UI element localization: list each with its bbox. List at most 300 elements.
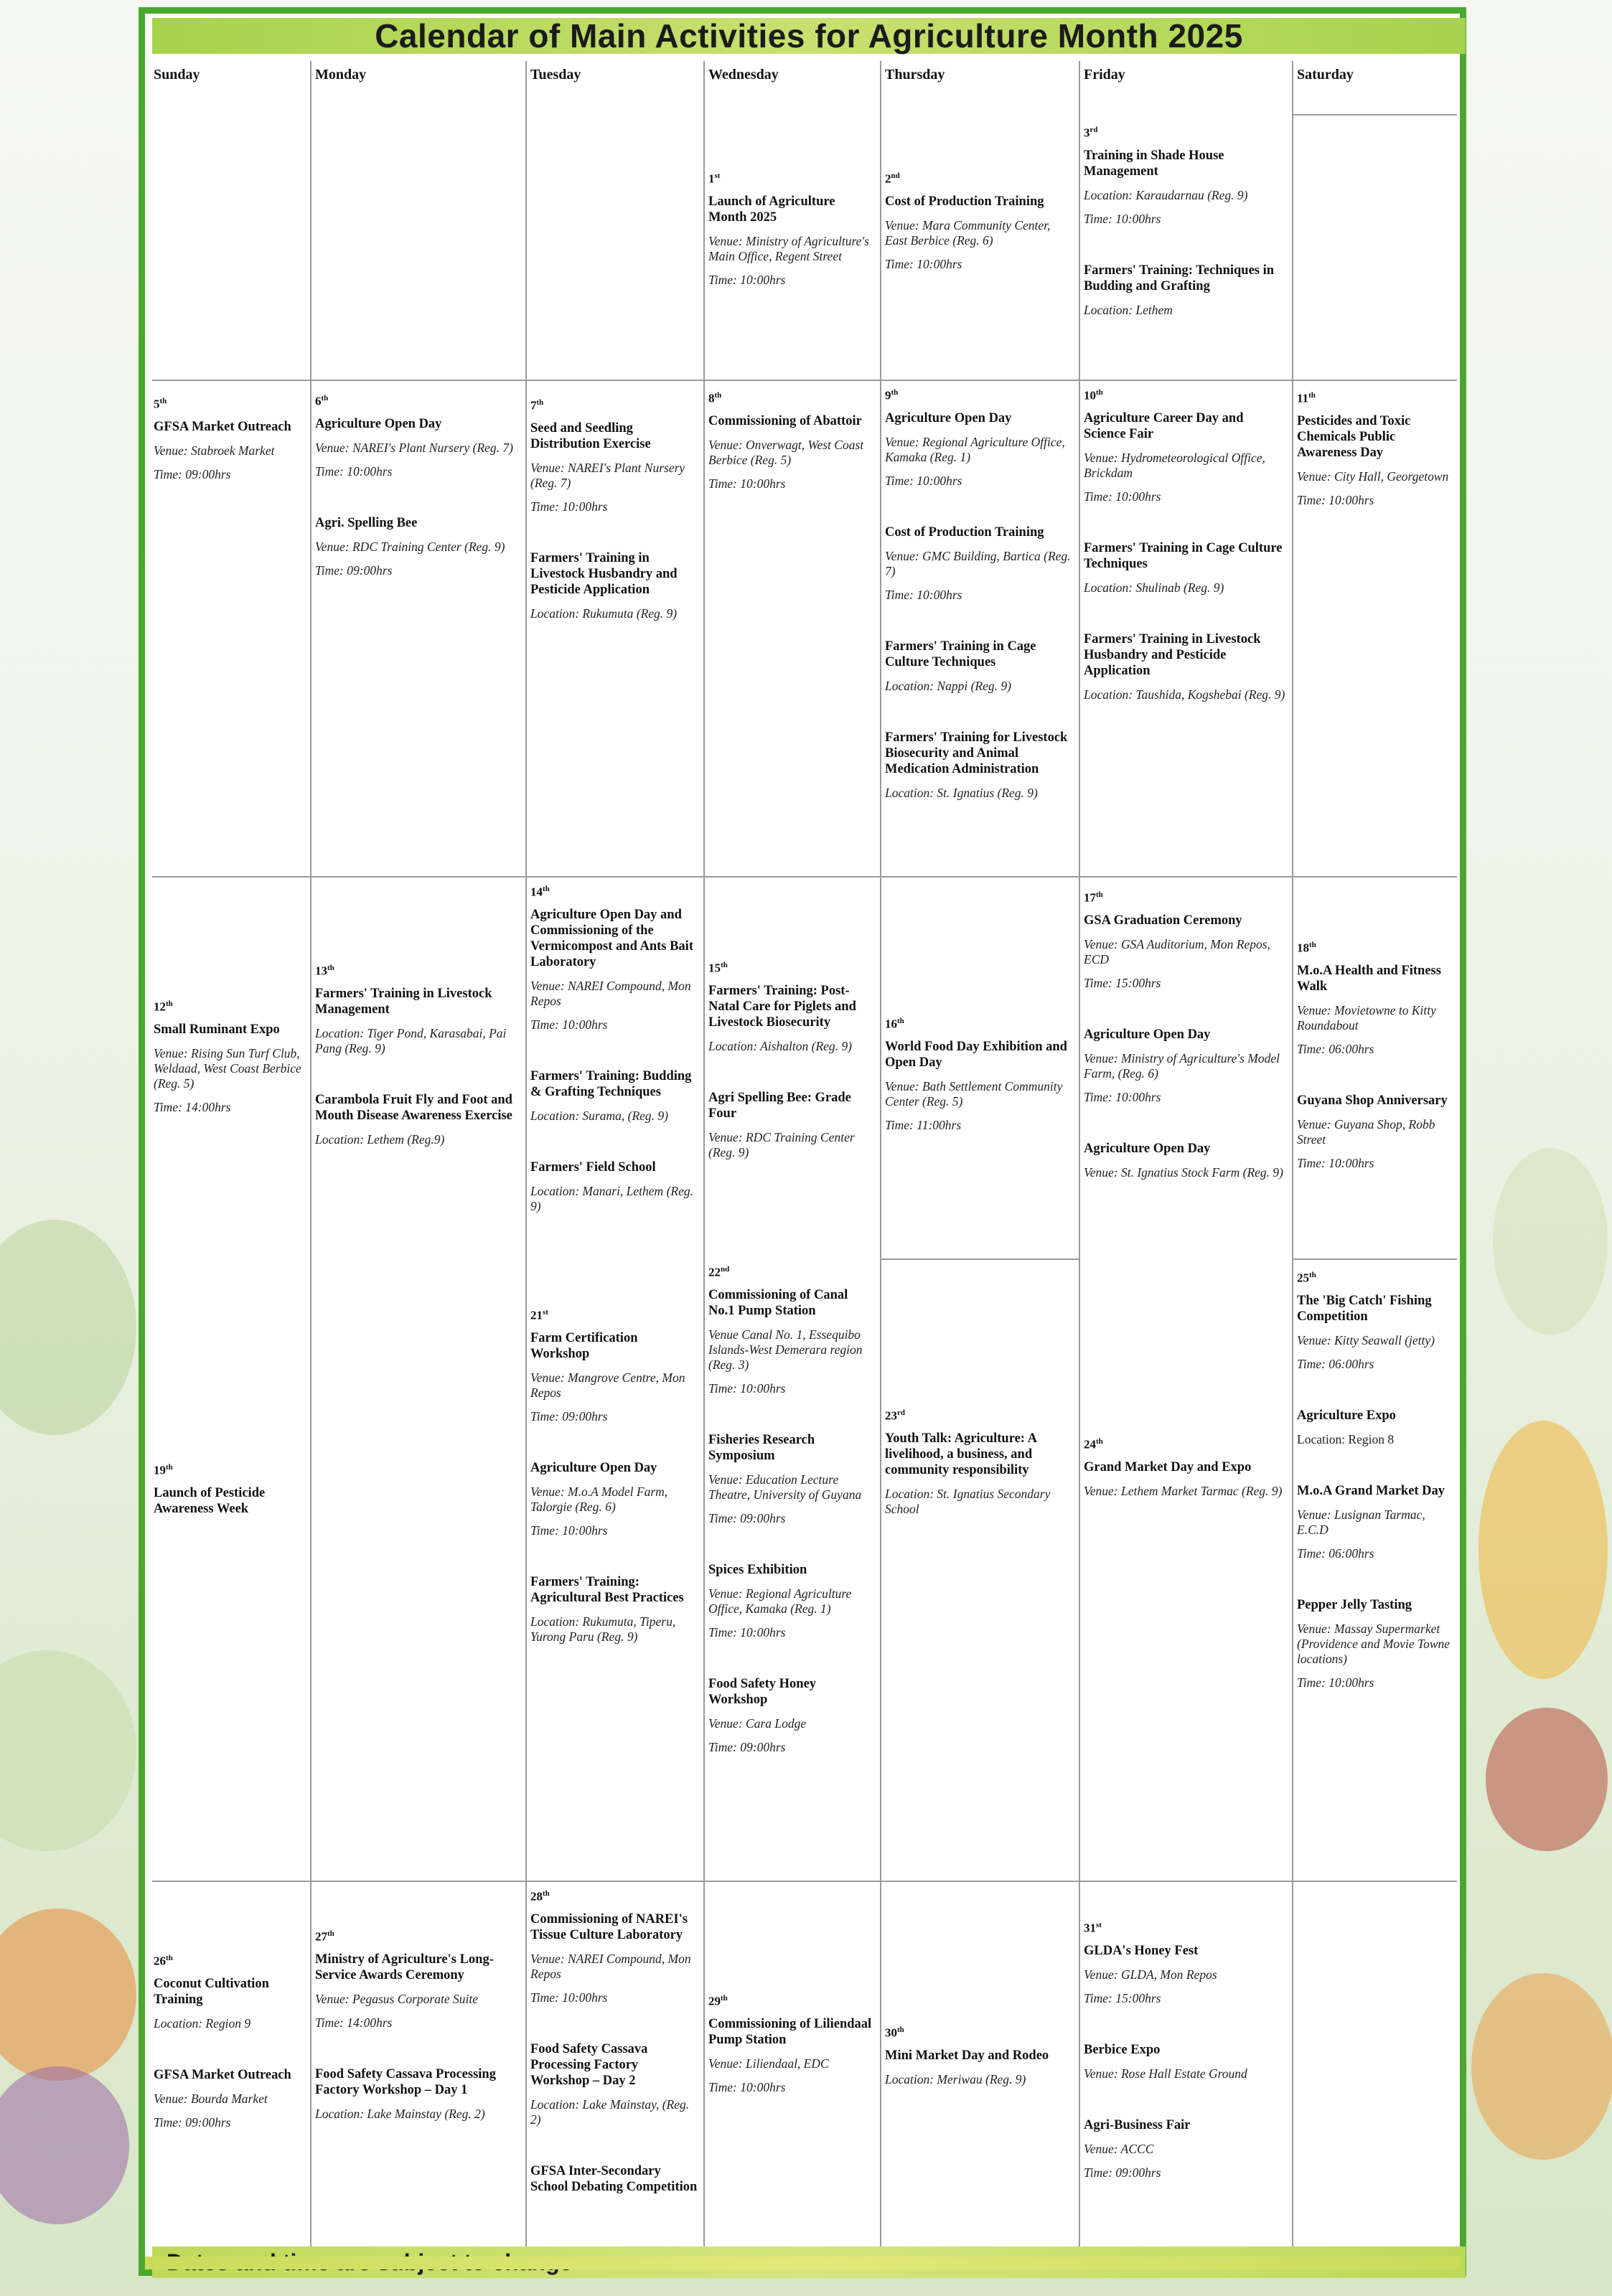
day-suffix: th xyxy=(1309,1271,1316,1279)
event-spacer xyxy=(1084,1105,1286,1134)
event-spacer xyxy=(315,1056,520,1085)
grid-line xyxy=(880,61,881,2246)
grid-line xyxy=(525,61,527,2246)
event-title: Agri Spelling Bee: Grade Four xyxy=(708,1090,851,1121)
date-number xyxy=(708,1991,874,2009)
background-corn-decoration xyxy=(1479,1421,1608,1679)
event-detail: Venue: GMC Building, Bartica (Reg. 7) xyxy=(885,548,1071,578)
grid-line xyxy=(152,380,1457,381)
event-title: Carambola Fruit Fly and Foot and Mouth Disease Awareness Exercise xyxy=(315,1092,512,1123)
day-number: 16 xyxy=(885,1017,897,1031)
event-title: GFSA Market Outreach xyxy=(154,2067,291,2082)
day-number: 13 xyxy=(315,964,327,978)
event-detail: Location: St. Ignatius (Reg. 9) xyxy=(885,785,1038,800)
header-friday: Friday xyxy=(1084,67,1125,83)
header-sunday: Sunday xyxy=(154,67,200,83)
day-suffix: th xyxy=(166,1463,173,1472)
day-number: 9 xyxy=(885,388,891,403)
event-detail: Venue: Mangrove Centre, Mon Repos xyxy=(530,1370,685,1400)
event-title: World Food Day Exhibition and Open Day xyxy=(885,1039,1067,1070)
event-title: Cost of Production Training xyxy=(885,194,1044,209)
event-detail: Venue: Lethem Market Tarmac (Reg. 9) xyxy=(1084,1483,1283,1498)
frame-bottom-strip xyxy=(145,2257,1460,2269)
day-suffix: th xyxy=(166,1954,173,1962)
event-item xyxy=(530,1911,698,2005)
event-detail: Venue: Mara Community Center, East Berbice (Reg. 6) xyxy=(885,217,1051,248)
day-number: 21 xyxy=(530,1308,543,1322)
day-suffix: th xyxy=(714,391,722,400)
event-item xyxy=(315,1092,520,1147)
day-number: 30 xyxy=(885,2026,897,2040)
event-title: Pesticides and Toxic Chemicals Public Awareness Day xyxy=(1297,413,1411,460)
cell-oct-23 xyxy=(885,1406,1079,1517)
event-item xyxy=(708,1562,874,1640)
event-item xyxy=(708,983,874,1054)
day-suffix: th xyxy=(327,964,334,972)
event-spacer xyxy=(530,1032,698,1061)
event-spacer xyxy=(530,2005,698,2034)
date-number xyxy=(154,1460,304,1478)
event-item xyxy=(885,524,1073,603)
grid-line xyxy=(1079,61,1080,2246)
event-detail: Time: 09:00hrs xyxy=(708,1510,786,1525)
event-detail: Time: 15:00hrs xyxy=(1084,1990,1161,2005)
event-item xyxy=(530,2163,698,2195)
cell-oct-18 xyxy=(1297,938,1462,1171)
cell-oct-30 xyxy=(885,2023,1079,2087)
grid-line xyxy=(152,876,1457,878)
event-detail: Time: 10:00hrs xyxy=(530,499,608,514)
event-detail: Location: Lethem (Reg.9) xyxy=(315,1131,445,1147)
event-title: Commissioning of Liliendaal Pump Station xyxy=(708,2016,872,2047)
event-item xyxy=(1084,2117,1286,2180)
event-spacer xyxy=(1084,2006,1286,2035)
event-item xyxy=(1084,540,1286,596)
date-number xyxy=(708,1262,874,1280)
event-detail: Venue: Ministry of Agriculture's Main Office, Regent Street xyxy=(708,233,869,263)
day-number: 12 xyxy=(154,999,166,1014)
cell-oct-17 xyxy=(1084,888,1292,1180)
day-number: 5 xyxy=(154,397,160,411)
grid-line xyxy=(1292,1258,1457,1260)
event-item xyxy=(1084,631,1286,702)
event-title: Commissioning of Canal No.1 Pump Station xyxy=(708,1287,848,1318)
title-bar xyxy=(152,18,1466,54)
day-number: 28 xyxy=(530,1889,543,1904)
day-number: 19 xyxy=(154,1463,166,1477)
event-item xyxy=(154,1022,304,1115)
date-number xyxy=(708,169,874,187)
event-item xyxy=(1297,1597,1456,1690)
event-detail: Venue: Ministry of Agriculture's Model Farm, (Reg. 6) xyxy=(1084,1050,1280,1081)
event-detail: Time: 09:00hrs xyxy=(154,466,231,481)
event-detail: Venue: RDC Training Center (Reg. 9) xyxy=(708,1129,855,1159)
cell-oct-5 xyxy=(154,394,310,482)
day-suffix: rd xyxy=(897,1408,905,1417)
grid-line xyxy=(703,61,705,2246)
event-detail: Time: 09:00hrs xyxy=(708,1739,786,1754)
event-title: M.o.A Health and Fitness Walk xyxy=(1297,963,1441,994)
event-detail: Time: 10:00hrs xyxy=(708,2079,786,2094)
event-item xyxy=(315,2066,520,2122)
event-item xyxy=(315,986,520,1056)
cell-oct-19 xyxy=(154,1460,310,1517)
event-title: Youth Talk: Agriculture: A livelihood, a business, and community responsibility xyxy=(885,1431,1036,1477)
event-title: Commissioning of Abattoir xyxy=(708,413,862,428)
event-item xyxy=(1084,148,1286,227)
event-detail: Venue: Rose Hall Estate Ground xyxy=(1084,2066,1247,2081)
event-detail: Venue: Regional Agriculture Office, Kamaka (Reg. 1) xyxy=(885,434,1065,464)
event-detail: Location: Lake Mainstay (Reg. 2) xyxy=(315,2106,485,2121)
grid-line xyxy=(880,1258,1079,1260)
day-number: 14 xyxy=(530,885,543,899)
event-detail: Time: 10:00hrs xyxy=(1297,1155,1374,1170)
cell-oct-16 xyxy=(885,1014,1079,1133)
event-detail: Time: 10:00hrs xyxy=(885,587,962,602)
event-item xyxy=(1297,1483,1456,1561)
header-saturday: Saturday xyxy=(1297,67,1354,83)
event-item xyxy=(154,1976,304,2031)
event-detail: Time: 10:00hrs xyxy=(1297,1675,1374,1690)
event-title: Farmers' Training in Livestock Management xyxy=(315,986,492,1017)
event-item xyxy=(1084,2042,1286,2081)
date-number xyxy=(154,997,304,1015)
event-item xyxy=(1084,263,1286,318)
event-detail: Location: Taushida, Kogshebai (Reg. 9) xyxy=(1084,687,1285,702)
event-spacer xyxy=(885,489,1073,517)
event-detail: Time: 14:00hrs xyxy=(315,2015,393,2030)
cell-oct-25 xyxy=(1297,1268,1462,1690)
event-item xyxy=(1084,913,1286,991)
event-spacer xyxy=(1297,1561,1456,1590)
event-title: Mini Market Day and Rodeo xyxy=(885,2048,1049,2063)
day-number: 24 xyxy=(1084,1437,1096,1452)
day-suffix: th xyxy=(897,2026,904,2034)
event-title: GFSA Inter-Secondary School Debating Competition xyxy=(530,2163,698,2194)
event-item xyxy=(1297,963,1456,1057)
background-cabbage-decoration xyxy=(0,1650,136,1851)
event-title: Coconut Cultivation Training xyxy=(154,1976,269,2007)
date-number xyxy=(154,394,304,412)
event-detail: Location: Tiger Pond, Karasabai, Pai Pang (Reg. 9) xyxy=(315,1025,507,1055)
event-item xyxy=(154,1485,304,1517)
event-spacer xyxy=(530,2127,698,2156)
event-detail: Venue: City Hall, Georgetown xyxy=(1297,469,1449,484)
event-detail: Time: 10:00hrs xyxy=(885,256,962,271)
event-item xyxy=(530,907,698,1032)
event-spacer xyxy=(530,1538,698,1567)
day-suffix: nd xyxy=(891,171,900,180)
event-spacer xyxy=(315,2031,520,2059)
event-item xyxy=(154,2067,304,2130)
event-spacer xyxy=(1084,2081,1286,2110)
event-detail: Time: 06:00hrs xyxy=(1297,1356,1374,1371)
event-title: Launch of Pesticide Awareness Week xyxy=(154,1485,266,1516)
day-suffix: th xyxy=(891,388,899,397)
event-item xyxy=(885,730,1073,801)
date-number xyxy=(708,388,874,406)
event-detail: Venue: Pegasus Corporate Suite xyxy=(315,1991,478,2006)
event-detail: Location: Region 8 xyxy=(1297,1431,1395,1446)
day-suffix: th xyxy=(721,961,728,969)
day-number: 15 xyxy=(708,961,721,975)
day-number: 22 xyxy=(708,1265,721,1279)
date-number xyxy=(885,169,1073,187)
event-item xyxy=(315,1952,520,2031)
event-item xyxy=(1084,1141,1286,1180)
date-number xyxy=(530,395,698,413)
event-title: GLDA's Honey Fest xyxy=(1084,1943,1199,1958)
event-detail: Time: 09:00hrs xyxy=(154,2114,231,2130)
date-number xyxy=(885,1014,1073,1032)
event-title: Pepper Jelly Tasting xyxy=(1297,1597,1412,1612)
date-number xyxy=(885,2023,1073,2041)
event-detail: Venue: NAREI Compound, Mon Repos xyxy=(530,1951,691,1981)
event-title: Farmers' Training in Livestock Husbandry and Pesticide Application xyxy=(1084,631,1261,678)
event-spacer xyxy=(885,603,1073,631)
day-suffix: th xyxy=(1096,388,1103,397)
event-item xyxy=(315,416,520,479)
cell-oct-21 xyxy=(530,1305,703,1645)
cell-oct-8 xyxy=(708,388,880,491)
event-title: Agriculture Open Day xyxy=(1084,1141,1211,1156)
event-detail: Venue: Stabroek Market xyxy=(154,443,275,458)
event-spacer xyxy=(530,1424,698,1453)
event-item xyxy=(708,1676,874,1755)
date-number xyxy=(315,391,520,409)
event-spacer xyxy=(1084,596,1286,624)
event-title: Guyana Shop Anniversary xyxy=(1297,1093,1448,1108)
event-item xyxy=(530,1068,698,1124)
event-title: Farmers' Field School xyxy=(530,1159,656,1175)
event-spacer xyxy=(885,694,1073,723)
day-suffix: th xyxy=(1309,941,1316,949)
event-detail: Time: 10:00hrs xyxy=(530,1990,608,2005)
event-title: Food Safety Honey Workshop xyxy=(708,1676,817,1707)
day-suffix: th xyxy=(327,1929,334,1938)
date-number xyxy=(1084,1918,1286,1936)
date-number xyxy=(154,1951,304,1969)
event-title: Agri. Spelling Bee xyxy=(315,515,418,530)
event-item xyxy=(1297,1408,1456,1447)
cell-oct-7 xyxy=(530,395,703,621)
event-detail: Time: 09:00hrs xyxy=(530,1408,608,1424)
cell-oct-12 xyxy=(154,997,310,1115)
event-title: Farmers' Training for Livestock Biosecurity and Animal Medication Administration xyxy=(885,730,1068,776)
cell-oct-15 xyxy=(708,958,880,1160)
cell-oct-31 xyxy=(1084,1918,1292,2180)
date-number xyxy=(530,882,698,900)
day-number: 10 xyxy=(1084,388,1096,403)
day-suffix: nd xyxy=(721,1265,730,1274)
event-detail: Venue: Movietowne to Kitty Roundabout xyxy=(1297,1002,1436,1032)
day-suffix: th xyxy=(166,999,173,1008)
event-detail: Location: St. Ignatius Secondary School xyxy=(885,1486,1051,1516)
event-title: The 'Big Catch' Fishing Competition xyxy=(1297,1293,1432,1324)
day-suffix: th xyxy=(543,1889,550,1898)
event-spacer xyxy=(708,1640,874,1669)
event-title: Farmers' Training: Post-Natal Care for Piglets and Livestock Biosecurity xyxy=(708,983,856,1030)
event-title: Farmers' Training in Cage Culture Techniques xyxy=(1084,540,1283,571)
event-detail: Time: 10:00hrs xyxy=(1297,492,1374,507)
event-item xyxy=(530,1159,698,1214)
day-number: 3 xyxy=(1084,126,1090,140)
event-title: Farmers' Training: Agricultural Best Practices xyxy=(530,1574,684,1605)
event-title: Agriculture Open Day xyxy=(885,410,1012,425)
grid-line xyxy=(1292,114,1457,116)
day-number: 1 xyxy=(708,171,715,186)
event-title: Seed and Seedling Distribution Exercise xyxy=(530,420,651,451)
event-title: M.o.A Grand Market Day xyxy=(1297,1483,1445,1498)
background-leaf-decoration xyxy=(0,1220,136,1435)
event-detail: Time: 10:00hrs xyxy=(315,464,393,479)
event-title: Food Safety Cassava Processing Factory Workshop – Day 2 xyxy=(530,2041,648,2088)
day-number: 2 xyxy=(885,171,891,186)
event-title: Agriculture Open Day xyxy=(315,416,442,431)
event-detail: Time: 15:00hrs xyxy=(1084,975,1161,990)
background-squash-decoration xyxy=(1471,1973,1612,2160)
date-number xyxy=(315,1926,520,1944)
event-spacer xyxy=(1297,1057,1456,1086)
day-suffix: th xyxy=(321,394,329,403)
event-item xyxy=(1084,410,1286,504)
event-item xyxy=(530,1460,698,1538)
header-thursday: Thursday xyxy=(885,67,945,83)
event-item xyxy=(1084,1459,1286,1499)
cell-oct-3 xyxy=(1084,123,1292,318)
day-number: 31 xyxy=(1084,1921,1096,1935)
event-item xyxy=(708,2016,874,2095)
event-detail: Time: 10:00hrs xyxy=(708,272,786,287)
day-suffix: st xyxy=(543,1308,548,1317)
event-spacer xyxy=(1297,1372,1456,1401)
event-title: Spices Exhibition xyxy=(708,1562,807,1577)
event-detail: Venue: M.o.A Model Farm, Talorgie (Reg. 6) xyxy=(530,1484,668,1514)
date-number xyxy=(1084,385,1286,403)
event-detail: Location: Region 9 xyxy=(154,2015,251,2031)
event-item xyxy=(708,1287,874,1396)
date-number xyxy=(315,961,520,979)
event-detail: Location: Lethem xyxy=(1084,302,1173,317)
event-detail: Venue: NAREI Compound, Mon Repos xyxy=(530,978,691,1008)
event-detail: Location: Rukumuta, Tiperu, Yurong Paru (Reg. 9) xyxy=(530,1614,676,1644)
event-detail: Venue: Kitty Seawall (jetty) xyxy=(1297,1332,1435,1347)
background-greens-decoration xyxy=(1493,1148,1608,1335)
day-suffix: th xyxy=(159,397,167,405)
header-tuesday: Tuesday xyxy=(530,67,581,83)
cell-oct-28 xyxy=(530,1886,703,2195)
event-title: Food Safety Cassava Processing Factory Workshop – Day 1 xyxy=(315,2066,496,2097)
event-detail: Venue: St. Ignatius Stock Farm (Reg. 9) xyxy=(1084,1165,1283,1180)
event-detail: Time: 09:00hrs xyxy=(1084,2165,1161,2180)
event-item xyxy=(1084,1943,1286,2006)
event-detail: Venue: Bourda Market xyxy=(154,2091,268,2106)
cell-oct-14 xyxy=(530,882,703,1214)
date-number xyxy=(708,958,874,976)
event-detail: Venue: RDC Training Center (Reg. 9) xyxy=(315,539,505,554)
event-title: GSA Graduation Ceremony xyxy=(1084,913,1242,928)
background-berries-decoration xyxy=(1486,1708,1608,1851)
event-title: Berbice Expo xyxy=(1084,2042,1161,2057)
event-detail: Venue: Hydrometeorological Office, Brickdam xyxy=(1084,450,1265,480)
day-suffix: th xyxy=(536,398,544,407)
event-item xyxy=(708,1090,874,1160)
event-title: Ministry of Agriculture's Long-Service Awards Ceremony xyxy=(315,1952,494,1982)
event-title: Training in Shade House Management xyxy=(1084,148,1224,179)
event-title: Agriculture Open Day xyxy=(1084,1027,1211,1042)
event-item xyxy=(885,1431,1073,1517)
event-detail: Venue: GSA Auditorium, Mon Repos, ECD xyxy=(1084,936,1270,966)
day-number: 18 xyxy=(1297,941,1309,955)
event-detail: Time: 09:00hrs xyxy=(315,563,393,578)
page-title: Calendar of Main Activities for Agriculture Month 2025 xyxy=(375,17,1243,55)
event-spacer xyxy=(530,514,698,543)
event-detail: Venue: NAREI's Plant Nursery (Reg. 7) xyxy=(530,460,685,490)
day-number: 8 xyxy=(708,391,715,405)
event-title: Agriculture Open Day xyxy=(530,1460,657,1475)
header-wednesday: Wednesday xyxy=(708,67,779,83)
event-item xyxy=(885,639,1073,694)
day-suffix: th xyxy=(1096,1437,1103,1446)
grid-line xyxy=(310,61,311,2246)
event-title: Commissioning of NAREI's Tissue Culture Laboratory xyxy=(530,1911,688,1942)
date-number xyxy=(1084,888,1286,905)
date-number xyxy=(1297,938,1456,956)
event-detail: Venue: Regional Agriculture Office, Kamaka (Reg. 1) xyxy=(708,1586,852,1616)
event-spacer xyxy=(1084,504,1286,533)
header-monday: Monday xyxy=(315,67,367,83)
event-item xyxy=(315,515,520,578)
cell-oct-29 xyxy=(708,1991,880,2095)
event-item xyxy=(885,1039,1073,1133)
event-detail: Time: 06:00hrs xyxy=(1297,1545,1374,1561)
event-detail: Venue: Bath Settlement Community Center (Reg. 5) xyxy=(885,1078,1063,1109)
date-number xyxy=(530,1886,698,1904)
event-title: Farm Certification Workshop xyxy=(530,1330,638,1361)
day-suffix: th xyxy=(1308,391,1316,400)
event-detail: Time: 10:00hrs xyxy=(530,1523,608,1538)
day-suffix: th xyxy=(897,1017,904,1025)
cell-oct-27 xyxy=(315,1926,525,2122)
event-detail: Time: 10:00hrs xyxy=(1084,211,1161,226)
day-suffix: st xyxy=(1096,1921,1102,1929)
cell-oct-1 xyxy=(708,169,880,288)
grid-line xyxy=(1292,61,1293,2246)
day-suffix: th xyxy=(1096,890,1103,899)
date-number xyxy=(1297,1268,1456,1286)
event-detail: Time: 14:00hrs xyxy=(154,1099,231,1114)
event-title: Agriculture Open Day and Commissioning of the Vermicompost and Ants Bait Laboratory xyxy=(530,907,693,969)
event-title: Farmers' Training in Cage Culture Techniques xyxy=(885,639,1036,669)
event-detail: Time: 11:00hrs xyxy=(885,1117,962,1132)
event-title: Fisheries Research Symposium xyxy=(708,1432,815,1463)
event-detail: Location: Karaudarnau (Reg. 9) xyxy=(1084,187,1248,202)
event-detail: Time: 10:00hrs xyxy=(708,1624,786,1639)
event-item xyxy=(885,2048,1073,2087)
event-item xyxy=(1297,1093,1456,1171)
event-spacer xyxy=(530,1124,698,1152)
event-detail: Venue: Massay Supermarket (Providence and Movie Towne locations) xyxy=(1297,1621,1451,1666)
event-item xyxy=(1297,1293,1456,1372)
background-pumpkin-decoration xyxy=(0,1909,136,2081)
event-spacer xyxy=(708,1526,874,1555)
event-detail: Venue: Cara Lodge xyxy=(708,1716,807,1731)
event-title: Agri-Business Fair xyxy=(1084,2117,1191,2132)
event-detail: Time: 10:00hrs xyxy=(1084,1089,1161,1104)
event-detail: Time: 10:00hrs xyxy=(708,476,786,491)
cell-oct-22 xyxy=(708,1262,880,1755)
event-title: Agriculture Career Day and Science Fair xyxy=(1084,410,1244,441)
